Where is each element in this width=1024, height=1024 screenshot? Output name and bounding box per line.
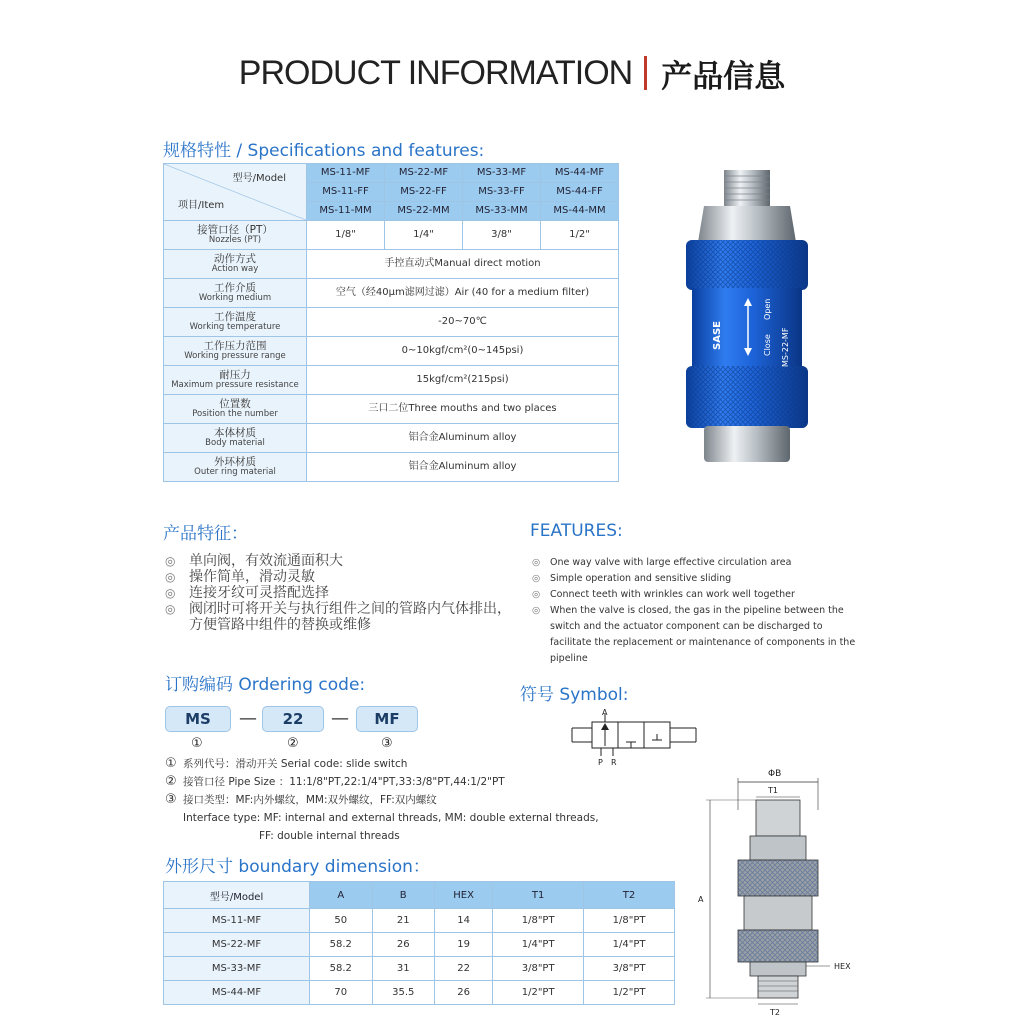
row-value: 空气（经40μm滤网过滤）Air (40 for a medium filter) [307, 279, 619, 308]
product-photo [628, 162, 866, 480]
product-open-label: Open [763, 298, 772, 320]
item-label: 项目/Item [178, 199, 225, 211]
row-value: -20~70℃ [307, 308, 619, 337]
hex-label: HEX [834, 962, 851, 971]
row-label-zh: 本体材质 [214, 427, 256, 440]
row-label-en: Working medium [198, 293, 272, 304]
model-label: 型号/Model [232, 173, 286, 184]
column-header: T1 [493, 882, 584, 909]
dimension-table [163, 881, 675, 1005]
note-row: ① 系列代号：滑动开关 Serial code: slide switch [165, 756, 408, 771]
row-label-zh: 工作介质 [214, 282, 256, 295]
model-cell: MS-22-MM [385, 202, 463, 221]
spec-row [164, 337, 619, 366]
model-cell: MS-11-MF [307, 164, 385, 183]
port-a-label: A [602, 708, 608, 717]
nozzle-value: 3/8" [463, 221, 541, 250]
list-item: ◎ 阀闭时可将开关与执行组件之间的管路内气体排出，方便管路中组件的替换或维修 [165, 601, 511, 633]
nozzle-value: 1/8" [307, 221, 385, 250]
list-item: ◎ Simple operation and sensitive sliding [532, 571, 862, 587]
spec-section-title: 规格特性 / Specifications and features: [163, 141, 485, 161]
row-label-en: Body material [205, 438, 265, 449]
model-cell: MS-22-MF [385, 164, 463, 183]
spec-header-corner [164, 164, 307, 221]
table-header-row [164, 882, 675, 909]
row-label-en: Outer ring material [194, 467, 276, 478]
table-row: MS-22-MF 58.2 26 19 1/4"PT 1/4"PT [164, 933, 675, 957]
list-item: ◎ 单向阀，有效流通面积大 [165, 553, 343, 569]
row-value: 0~10kgf/cm²(0~145psi) [307, 337, 619, 366]
features-zh-title: 产品特征： [163, 524, 248, 544]
model-cell: MS-33-MF [463, 164, 541, 183]
row-label-zh: 接管口径（PT） [197, 224, 273, 237]
row-label-zh: 工作压力范围 [203, 340, 267, 353]
model-cell: MS-33-MM [463, 202, 541, 221]
column-header: A [310, 882, 372, 909]
row-label-en: Position the number [192, 409, 278, 420]
spec-row [164, 308, 619, 337]
row-value: 手控直动式Manual direct motion [307, 250, 619, 279]
table-row: MS-11-MF 50 21 14 1/8"PT 1/8"PT [164, 909, 675, 933]
model-cell: MS-33-FF [463, 183, 541, 202]
row-label-en: Working pressure range [184, 351, 286, 362]
bullet-icon: ◎ [532, 589, 541, 600]
model-cell: MS-22-FF [385, 183, 463, 202]
model-cell: MS-11-MM [307, 202, 385, 221]
list-item: ◎ When the valve is closed, the gas in the pipeline between the switch and the actuator component can be discharged to facilitate the replacement or maintenance of components in the pipeline [532, 603, 862, 667]
code-size-box: 22 [262, 706, 324, 732]
code-marker: ③ [381, 736, 393, 751]
spec-row [164, 279, 619, 308]
bullet-icon: ◎ [532, 557, 541, 568]
features-en-list [532, 555, 862, 667]
dimension-title: 外形尺寸 boundary dimension： [165, 857, 430, 877]
note-row: ② 接管口径 Pipe Size ：11:1/8"PT,22:1/4"PT,33:3/8"PT,44:1/2"PT [165, 774, 505, 789]
port-r-label: R [611, 758, 617, 766]
dimension-drawing [690, 760, 870, 1022]
spec-row [164, 366, 619, 395]
ordering-title: 订购编码 Ordering code: [165, 675, 366, 695]
spec-row-nozzle [164, 221, 619, 250]
list-item: ◎ 操作简单，滑动灵敏 [165, 569, 315, 585]
page-header [0, 48, 1024, 98]
row-value: 三口二位Three mouths and two places [307, 395, 619, 424]
list-item: ◎ 连接牙纹可灵搭配选择 [165, 585, 329, 601]
row-label-en: Maximum pressure resistance [171, 380, 299, 391]
row-value: 铝合金Aluminum alloy [307, 424, 619, 453]
code-type-box: MF [356, 706, 418, 732]
table-row: MS-44-MF 70 35.5 26 1/2"PT 1/2"PT [164, 981, 675, 1005]
spec-row [164, 395, 619, 424]
bullet-icon: ◎ [532, 573, 541, 584]
ordering-notes [165, 755, 599, 845]
phi-b-label: ΦB [768, 769, 782, 779]
note-row: ③ 接口类型：MF:内外螺纹，MM:双外螺纹，FF:双内螺纹 [165, 792, 437, 807]
list-item: ◎ Connect teeth with wrinkles can work well together [532, 587, 862, 603]
row-label-en: Nozzles (PT) [208, 235, 262, 246]
page-title-en: PRODUCT INFORMATION [238, 53, 633, 92]
code-marker: ② [287, 736, 299, 751]
product-brand: SASE [712, 321, 723, 350]
t1-label: T1 [768, 786, 778, 795]
row-label-zh: 工作温度 [214, 311, 256, 324]
spec-table [163, 163, 619, 482]
table-row: MS-33-MF 58.2 31 22 3/8"PT 3/8"PT [164, 957, 675, 981]
row-label-en: Action way [211, 264, 259, 275]
bullet-icon: ◎ [165, 586, 176, 600]
bullet-icon: ◎ [165, 602, 176, 616]
a-dimension-label: A [698, 895, 704, 904]
column-header: HEX [434, 882, 492, 909]
page-title-zh: 产品信息 [661, 58, 786, 95]
column-header: T2 [584, 882, 675, 909]
model-cell: MS-44-MM [541, 202, 619, 221]
row-label-en: Working temperature [189, 322, 281, 333]
nozzle-value: 1/4" [385, 221, 463, 250]
spec-row [164, 453, 619, 482]
row-value: 15kgf/cm²(215psi) [307, 366, 619, 395]
code-dash: — [239, 708, 257, 729]
code-series-box: MS [165, 706, 231, 732]
symbol-title: 符号 Symbol: [520, 685, 629, 705]
row-label-zh: 动作方式 [214, 253, 256, 266]
spec-row [164, 424, 619, 453]
bullet-icon: ◎ [165, 570, 176, 584]
features-zh-list [165, 553, 515, 633]
code-marker: ① [191, 736, 203, 751]
bullet-icon: ◎ [532, 605, 541, 616]
model-cell: MS-44-FF [541, 183, 619, 202]
row-label-zh: 耐压力 [219, 369, 251, 382]
code-dash: — [331, 708, 349, 729]
bullet-icon: ◎ [165, 554, 176, 568]
row-label-zh: 外环材质 [214, 456, 256, 469]
spec-row [164, 250, 619, 279]
column-header: B [372, 882, 434, 909]
nozzle-value: 1/2" [541, 221, 619, 250]
title-divider [644, 56, 647, 90]
column-header: 型号/Model [164, 882, 310, 909]
port-p-label: P [598, 758, 603, 766]
model-cell: MS-44-MF [541, 164, 619, 183]
note-row: Interface type: MF: internal and external threads, MM: double external threads, [183, 812, 599, 824]
note-row: FF: double internal threads [259, 830, 400, 842]
product-close-label: Close [763, 334, 772, 356]
list-item: ◎ One way valve with large effective circulation area [532, 555, 862, 571]
valve-symbol [568, 706, 700, 766]
row-label-zh: 位置数 [219, 398, 251, 411]
t2-label: T2 [770, 1008, 780, 1017]
model-cell: MS-11-FF [307, 183, 385, 202]
features-en-title: FEATURES: [530, 521, 623, 541]
product-model-mark: MS-22-MF [781, 327, 790, 367]
row-value: 铝合金Aluminum alloy [307, 453, 619, 482]
